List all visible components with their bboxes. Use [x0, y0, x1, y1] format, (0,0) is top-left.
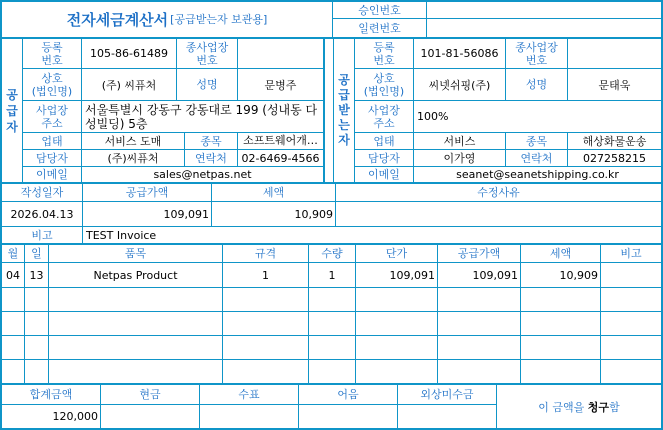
- supplier-side-label: 공 급 자: [6, 87, 18, 134]
- bill-label: 어음: [337, 388, 359, 401]
- receiver-email: seanet@seanetshipping.co.kr: [456, 168, 619, 181]
- approval-number-label: 승인번호: [358, 3, 401, 17]
- note-value: TEST Invoice: [86, 228, 157, 242]
- supplier-branch-no: [238, 39, 323, 68]
- col-header-tax: 세액: [549, 247, 572, 260]
- receiver-name-label: 성명: [525, 78, 548, 91]
- receiver-item-label: 종목: [525, 134, 548, 148]
- receiver-item: 해상화물운송: [582, 135, 647, 148]
- receiver-business-type: 서비스: [443, 135, 476, 148]
- date-label: 작성일자: [20, 186, 64, 199]
- supplier-email: sales@netpas.net: [153, 168, 252, 181]
- supplier-business-type-label: 업태: [41, 134, 63, 148]
- supplier-reg-no: 105-86-61489: [90, 47, 168, 60]
- table-cell-month: 04: [6, 268, 20, 282]
- receiver-company-label: 상호 (법인명): [363, 71, 405, 98]
- check-value: [200, 405, 298, 428]
- revision-reason-label: 수정사유: [477, 186, 520, 199]
- credit-value: [398, 405, 496, 428]
- document-title: [2, 2, 332, 36]
- table-cell-unit-price: 109,091: [389, 268, 435, 282]
- supplier-reg-no-label: 등록 번호: [41, 40, 63, 67]
- supplier-company-label: 상호 (법인명): [31, 71, 73, 98]
- supplier-address: 서울특별시 강동구 강동대로 199 (성내동 다성빌딩) 5층: [85, 102, 318, 131]
- supplier-item-label: 종목: [200, 134, 222, 148]
- col-header-qty: 수량: [321, 247, 343, 260]
- credit-label: 외상미수금: [420, 388, 474, 401]
- supplier-business-type: 서비스 도매: [104, 135, 162, 148]
- receiver-company: 씨넷쉬핑(주): [428, 78, 491, 92]
- col-header-item: 품목: [124, 247, 147, 260]
- revision-reason-value: [336, 202, 661, 226]
- title-text: 전자세금계산서: [66, 10, 169, 29]
- table-cell-supply: 109,091: [472, 268, 518, 282]
- table-cell-tax: 10,909: [559, 268, 598, 282]
- supplier-manager-label: 담당자: [36, 151, 68, 165]
- supplier-contact: 02-6469-4566: [241, 151, 320, 165]
- check-label: 수표: [238, 388, 260, 401]
- supplier-name-label: 성명: [196, 78, 218, 91]
- receiver-manager-label: 담당자: [368, 151, 400, 165]
- supplier-item: 소프트웨어개…: [243, 134, 318, 147]
- note-label: 비고: [31, 228, 53, 242]
- supplier-address-label: 사업장 주소: [36, 103, 68, 130]
- serial-number-label: 일련번호: [358, 21, 401, 35]
- col-header-supply: 공급가액: [457, 247, 501, 260]
- supplier-company: (주) 씨퓨처: [101, 78, 157, 92]
- supplier-manager: (주)씨퓨처: [107, 152, 159, 165]
- supplier-branch-label: 종사업장 번호: [185, 40, 229, 67]
- supply-amount-label: 공급가액: [125, 186, 169, 199]
- supplier-name: 문병주: [264, 78, 297, 92]
- receiver-business-type-label: 업태: [373, 134, 395, 148]
- receiver-contact: 027258215: [583, 151, 646, 165]
- col-header-unit-price: 단가: [385, 247, 408, 260]
- receiver-reg-no: 101-81-56086: [420, 47, 499, 60]
- receiver-contact-label: 연락처: [520, 151, 553, 165]
- col-header-note: 비고: [620, 247, 642, 260]
- receiver-name: 문태욱: [598, 78, 631, 92]
- receiver-address: 100%: [417, 110, 449, 123]
- supplier-email-label: 이메일: [36, 168, 68, 181]
- table-cell-note: [601, 263, 661, 287]
- cash-label: 현금: [139, 388, 161, 401]
- receiver-branch-no: [568, 39, 661, 68]
- cash-value: [101, 405, 199, 428]
- col-header-day: 일: [31, 247, 42, 260]
- supply-amount-value: 109,091: [163, 207, 209, 221]
- receiver-reg-no-label: 등록 번호: [373, 40, 395, 67]
- receiver-branch-label: 종사업장 번호: [515, 40, 558, 67]
- serial-number-value: [427, 19, 661, 37]
- total-amount-label: 합계금액: [29, 388, 73, 401]
- col-header-spec: 규격: [254, 247, 277, 260]
- supplier-contact-label: 연락처: [195, 151, 227, 165]
- date-value: 2026.04.13: [10, 207, 74, 221]
- approval-number-value: [427, 2, 661, 18]
- tax-amount-label: 세액: [262, 186, 285, 199]
- col-header-month: 월: [7, 247, 19, 260]
- bill-value: [299, 405, 397, 428]
- receiver-manager: 이가영: [443, 152, 476, 165]
- table-cell-item: Netpas Product: [93, 268, 178, 282]
- tax-amount-value: 10,909: [294, 207, 333, 221]
- claim-word: 청구: [587, 400, 610, 414]
- receiver-address-label: 사업장 주소: [368, 103, 400, 130]
- claim-statement: 이 금액을 청구 함: [538, 400, 620, 414]
- table-cell-spec: 1: [262, 268, 269, 282]
- receiver-side-label: 공 급 받 는 자: [338, 73, 350, 147]
- total-amount-value: 120,000: [52, 410, 98, 423]
- title-subtitle: [공급받는자 보관용]: [170, 13, 268, 26]
- table-cell-day: 13: [29, 268, 44, 282]
- table-cell-qty: 1: [328, 268, 336, 282]
- receiver-email-label: 이메일: [368, 168, 400, 181]
